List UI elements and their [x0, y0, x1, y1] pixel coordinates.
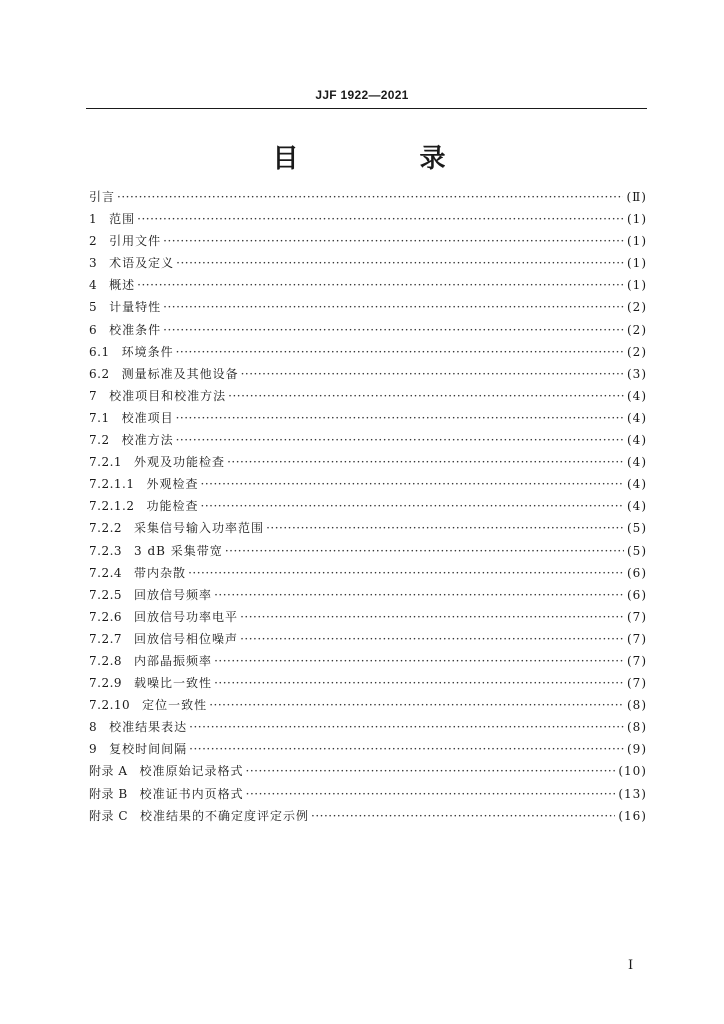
dot-leader: [214, 672, 624, 694]
toc-entry[interactable]: [89, 805, 647, 827]
toc-entry-title: 回放信号频率: [134, 587, 213, 602]
toc-entry[interactable]: [89, 716, 647, 738]
toc-entry-page: (4): [627, 499, 647, 514]
dot-leader: [201, 473, 625, 495]
toc-entry-title: 外观检查: [146, 477, 199, 492]
toc-entry-number: 9: [89, 742, 98, 757]
toc-entry-number: 7.2.10: [89, 698, 131, 713]
toc-entry[interactable]: [89, 760, 647, 782]
toc-entry-page: (8): [627, 698, 647, 713]
toc-entry[interactable]: [89, 650, 647, 672]
dot-leader: [201, 495, 625, 517]
toc-entry[interactable]: [89, 495, 647, 517]
toc-entry-number: 6.1: [89, 344, 110, 359]
toc-entry-page: (2): [627, 300, 647, 315]
toc-entry[interactable]: [89, 517, 647, 539]
toc-entry[interactable]: [89, 628, 647, 650]
toc-entry-title: 校准项目: [121, 410, 174, 425]
toc-entry-page: (13): [618, 786, 647, 801]
toc-entry[interactable]: [89, 252, 647, 274]
toc-entry-title: 校准结果表达: [109, 720, 188, 735]
toc-entry-title: 校准条件: [109, 322, 162, 337]
toc-entry-page: (4): [627, 477, 647, 492]
dot-leader: [163, 296, 624, 318]
toc-entry-page: (6): [627, 565, 647, 580]
dot-leader: [137, 274, 624, 296]
dot-leader: [225, 540, 624, 562]
toc-title: 目 录: [272, 144, 502, 174]
dot-leader: [240, 628, 624, 650]
toc-entry[interactable]: [89, 783, 647, 805]
toc-entry[interactable]: [89, 319, 647, 341]
dot-leader: [240, 606, 624, 628]
toc-entry-page: (5): [627, 543, 647, 558]
dot-leader: [163, 319, 624, 341]
toc-entry-number: 3: [89, 256, 98, 271]
toc-entry[interactable]: [89, 385, 647, 407]
toc-entry[interactable]: [89, 208, 647, 230]
toc-entry-title: 校准原始记录格式: [139, 764, 244, 779]
toc-entry[interactable]: [89, 230, 647, 252]
toc-entry-page: (1): [627, 212, 647, 227]
toc-entry-title: 概述: [109, 278, 136, 293]
toc-entry-title: 范围: [109, 212, 136, 227]
toc-entry-number: 7.2.7: [89, 631, 123, 646]
toc-entry-page: (10): [618, 764, 647, 779]
toc-entry-number: 附录 A: [89, 764, 128, 779]
toc-entry-title: 复校时间间隔: [109, 742, 188, 757]
toc-entry-number: 7.2.5: [89, 587, 123, 602]
toc-entry-number: 7.2.1: [89, 455, 123, 470]
toc-entry-title: 回放信号功率电平: [134, 609, 239, 624]
toc-entry-page: (4): [627, 410, 647, 425]
toc-entry-number: 7.2.4: [89, 565, 123, 580]
toc-entry[interactable]: [89, 407, 647, 429]
dot-leader: [137, 208, 624, 230]
toc-entry-title: 计量特性: [109, 300, 162, 315]
toc-entry-title: 校准证书内页格式: [139, 786, 244, 801]
toc-entry-number: 6: [89, 322, 98, 337]
toc-entry[interactable]: [89, 606, 647, 628]
toc-entry-number: 附录 B: [89, 786, 128, 801]
toc-entry-number: 7.2: [89, 433, 110, 448]
toc-entry[interactable]: [89, 694, 647, 716]
dot-leader: [189, 738, 624, 760]
dot-leader: [311, 805, 615, 827]
toc-entry-title: 内部晶振频率: [134, 653, 213, 668]
toc-entry-title: 引用文件: [109, 234, 162, 249]
toc-entry-number: 6.2: [89, 366, 110, 381]
toc-entry-page: (7): [627, 676, 647, 691]
toc-entry[interactable]: [89, 672, 647, 694]
toc-entry-number: 2: [89, 234, 98, 249]
toc-entry[interactable]: [89, 429, 647, 451]
dot-leader: [227, 451, 624, 473]
toc-entry-page: (4): [627, 388, 647, 403]
toc-entry-number: 7.2.6: [89, 609, 123, 624]
toc-entry[interactable]: [89, 738, 647, 760]
toc-entry[interactable]: [89, 186, 647, 208]
toc-entry-page: (2): [627, 322, 647, 337]
toc-entry-page: (16): [618, 808, 647, 823]
toc-entry[interactable]: [89, 296, 647, 318]
toc-entry-number: 4: [89, 278, 98, 293]
toc-entry-title: 3 dB 采集带宽: [134, 543, 223, 558]
toc-entry-title: 定位一致性: [142, 698, 208, 713]
toc-entry-number: 7.1: [89, 410, 110, 425]
toc-entry-number: 7.2.9: [89, 676, 123, 691]
dot-leader: [246, 760, 616, 782]
dot-leader: [228, 385, 624, 407]
dot-leader: [246, 783, 616, 805]
toc-entry-page: (3): [627, 366, 647, 381]
toc-entry-title: 带内杂散: [134, 565, 187, 580]
standard-code-header: JJF 1922—2021: [315, 88, 409, 102]
toc-entry-page: (4): [627, 455, 647, 470]
dot-leader: [241, 363, 624, 385]
dot-leader: [117, 186, 623, 208]
toc-entry-number: 7.2.8: [89, 653, 123, 668]
toc-entry[interactable]: [89, 451, 647, 473]
toc-entry-page: (6): [627, 587, 647, 602]
toc-entry[interactable]: [89, 584, 647, 606]
dot-leader: [176, 407, 624, 429]
toc-entry-page: (7): [627, 653, 647, 668]
toc-entry-title: 回放信号相位噪声: [134, 631, 239, 646]
dot-leader: [209, 694, 624, 716]
toc-entry-number: 7.2.1.1: [89, 477, 135, 492]
dot-leader: [176, 341, 624, 363]
toc-entry-page: (1): [627, 278, 647, 293]
toc-entry-title: 校准结果的不确定度评定示例: [140, 808, 310, 823]
toc-entry[interactable]: [89, 473, 647, 495]
table-of-contents: [89, 186, 647, 827]
header-rule: [86, 108, 647, 109]
toc-entry[interactable]: [89, 363, 647, 385]
toc-entry-number: 7.2.3: [89, 543, 123, 558]
toc-entry-number: 1: [89, 212, 98, 227]
toc-entry-page: (5): [627, 521, 647, 536]
toc-entry-page: (7): [627, 631, 647, 646]
toc-entry-page: (Ⅱ): [626, 190, 647, 204]
toc-entry-page: (7): [627, 609, 647, 624]
toc-entry[interactable]: [89, 341, 647, 363]
toc-entry-page: (1): [627, 234, 647, 249]
toc-entry-number: 5: [89, 300, 98, 315]
toc-entry-title: 载噪比一致性: [134, 676, 213, 691]
dot-leader: [176, 429, 624, 451]
toc-entry-page: (4): [627, 433, 647, 448]
toc-entry-number: 附录 C: [89, 808, 128, 823]
dot-leader: [214, 584, 624, 606]
toc-entry-title: 外观及功能检查: [134, 455, 226, 470]
toc-entry-title: 术语及定义: [109, 256, 175, 271]
dot-leader: [176, 252, 624, 274]
toc-entry-number: 8: [89, 720, 98, 735]
toc-entry[interactable]: [89, 540, 647, 562]
toc-entry-title: 校准项目和校准方法: [109, 388, 227, 403]
toc-entry-title: 功能检查: [146, 499, 199, 514]
toc-entry-page: (8): [627, 720, 647, 735]
dot-leader: [214, 650, 624, 672]
toc-entry[interactable]: [89, 562, 647, 584]
toc-entry-page: (1): [627, 256, 647, 271]
toc-entry-title: 校准方法: [121, 433, 174, 448]
toc-entry[interactable]: [89, 274, 647, 296]
dot-leader: [266, 517, 624, 539]
toc-entry-number: 7.2.2: [89, 521, 123, 536]
dot-leader: [188, 562, 624, 584]
dot-leader: [163, 230, 624, 252]
toc-entry-number: 7.2.1.2: [89, 499, 135, 514]
dot-leader: [189, 716, 624, 738]
toc-entry-title: 测量标准及其他设备: [121, 366, 239, 381]
toc-entry-title: 采集信号输入功率范围: [134, 521, 265, 536]
toc-entry-title: 环境条件: [121, 344, 174, 359]
toc-entry-title: 引言: [89, 190, 116, 204]
toc-entry-page: (9): [627, 742, 647, 757]
page-number: Ⅰ: [628, 958, 634, 973]
toc-entry-page: (2): [627, 344, 647, 359]
toc-entry-number: 7: [89, 388, 98, 403]
